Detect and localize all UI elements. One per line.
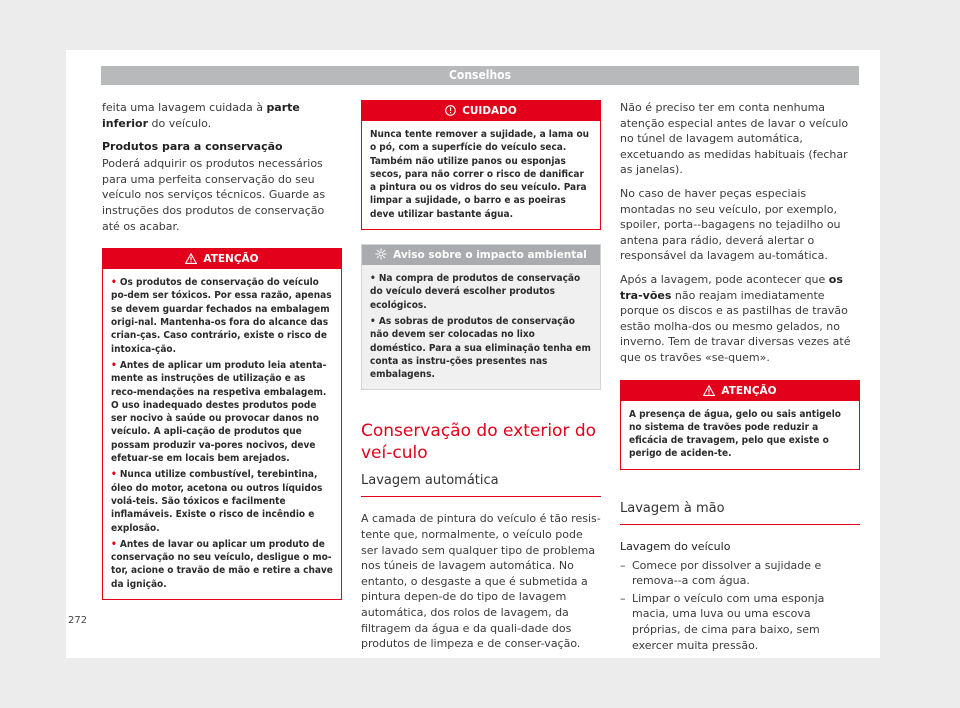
column-1 bbox=[102, 100, 342, 610]
intro-text: feita uma lavagem cuidada à bbox=[102, 101, 267, 114]
warning-body-2: A presença de água, gelo ou sais antigelo no sistema de travões pode reduzir a eficácia de travagem, pelo que existe o perigo de aciden-te. bbox=[629, 408, 841, 460]
automatic-wash-paragraph: A camada de pintura do veículo é tão resis-tente que, normalmente, o veículo pode ser lavado sem qualquer tipo de problema nos túneis de lavagem automática. No entanto, o desgaste a que é submetida a pintura depen-de do tipo de lavagem automática, dos rolos de lavagem, da filtragem da água e da quali-dade dos produtos de limpeza e de conser-vação. bbox=[361, 512, 601, 651]
warning-triangle-icon bbox=[703, 385, 715, 396]
intro-paragraph bbox=[102, 100, 342, 131]
caution-title: CUIDADO bbox=[462, 105, 517, 117]
warning-title-2: ATENÇÃO bbox=[721, 384, 777, 397]
warning-body bbox=[103, 269, 341, 599]
section-title: Conservação do exterior do veí-culo bbox=[361, 421, 597, 464]
environment-item: • As sobras de produtos de conservação não devem ser colocadas no lixo doméstico. Para a sua eliminação tenha em conta as instru-ções presentes nas embalagens. bbox=[370, 315, 591, 381]
warning-title: ATENÇÃO bbox=[203, 253, 259, 266]
page-number: 272 bbox=[68, 615, 88, 626]
paragraph-3: Após a lavagem, pode acontecer que os tra-vões não reajam imediatamente porque os discos e as pastilhas de travão estão molha-dos ou mesmo gelados, no inverno. Tem de travar diversas vezes até que os travões «se-quem». bbox=[620, 272, 851, 364]
step-item: – Comece por dissolver a sujidade e remova--a com água. bbox=[620, 558, 822, 588]
subsection-title: Lavagem automática bbox=[361, 473, 499, 489]
paragraph-2: No caso de haver peças especiais montadas no seu veículo, por exemplo, spoiler, porta--bagagens no tejadilho ou antena para rádio, deverá alertar o responsável da lavagem au-tomática. bbox=[620, 186, 841, 263]
caution-header bbox=[362, 101, 600, 121]
environment-item: • Na compra de produtos de conservação do veículo deverá escolher produtos ecológicos. bbox=[370, 273, 581, 311]
running-header: Conselhos bbox=[101, 66, 859, 85]
warning-item: • Antes de aplicar um produto leia atenta-mente as instruções de utilização e as reco-mendações na respetiva embalagem. O uso inadequado destes produtos pode ser nocivo à saúde ou provocar danos no veículo. A apli-cação de produtos que possam produzir va-pores nocivos, deve efetuar-se em locais bem arejados. bbox=[111, 359, 327, 465]
column-2 bbox=[361, 100, 601, 660]
warning-triangle-icon bbox=[185, 253, 197, 264]
caution-box bbox=[361, 100, 601, 230]
warning-header bbox=[103, 249, 341, 269]
warning-box bbox=[102, 248, 342, 600]
products-title: Produtos para a conservação bbox=[102, 140, 283, 154]
info-circle-icon bbox=[445, 105, 456, 116]
environment-title: Aviso sobre o impacto ambiental bbox=[393, 249, 587, 262]
subsection-rule bbox=[361, 496, 601, 497]
hand-wash-title: Lavagem à mão bbox=[620, 500, 725, 516]
intro-suffix: do veículo. bbox=[148, 116, 212, 130]
warning-item: • Nunca utilize combustível, terebintina, óleo do motor, acetona ou outros líquidos volá-teis. São tóxicos e facilmente inflamáveis. Existe o risco de incêndio e explosão. bbox=[111, 469, 323, 534]
caution-body: Nunca tente remover a sujidade, a lama ou o pó, com a superfície do veículo seca. Também não utilize panos ou esponjas secos, para não correr o risco de danificar a pintura ou os vidros do seu veículo. Para limpar a sujidade, o barro e as poeiras deve utilizar bastante água. bbox=[370, 129, 590, 220]
environment-body bbox=[362, 265, 600, 389]
hand-wash-rule bbox=[620, 524, 860, 525]
products-paragraph: Poderá adquirir os produtos necessários para uma perfeita conservação do seu veículo nos serviços técnicos. Guarde as instruções dos produtos de conservação até os acabar. bbox=[102, 157, 326, 233]
warning-item: • Os produtos de conservação do veículo po-dem ser tóxicos. Por essa razão, apenas se devem guardar fechados na embalagem origi-nal. Mantenha-os fora do alcance das crian-ças. Caso contrário, existe o risco de intoxica-ção. bbox=[111, 277, 332, 355]
intro-bold: parte inferior bbox=[102, 101, 300, 130]
vehicle-wash-title: Lavagem do veículo bbox=[620, 539, 731, 553]
warning-box-2 bbox=[620, 380, 860, 470]
environment-icon bbox=[375, 248, 387, 260]
paragraph-1: Não é preciso ter em conta nenhuma atenção especial antes de lavar o veículo no túnel de lavagem automática, excetuando as medidas habituais (fechar as janelas). bbox=[620, 101, 849, 177]
environment-header bbox=[362, 245, 600, 265]
warning-header-2 bbox=[621, 381, 859, 401]
column-3 bbox=[620, 100, 860, 655]
environment-box bbox=[361, 244, 601, 390]
warning-item: • Antes de lavar ou aplicar um produto de conservação no seu veículo, desligue o mo-tor, acione o travão de mão e retire a chave da ignição. bbox=[111, 538, 333, 590]
step-item: – Limpar o veículo com uma esponja macia, uma luva ou uma escova próprias, de cima para baixo, sem exercer muita pressão. bbox=[620, 591, 825, 652]
